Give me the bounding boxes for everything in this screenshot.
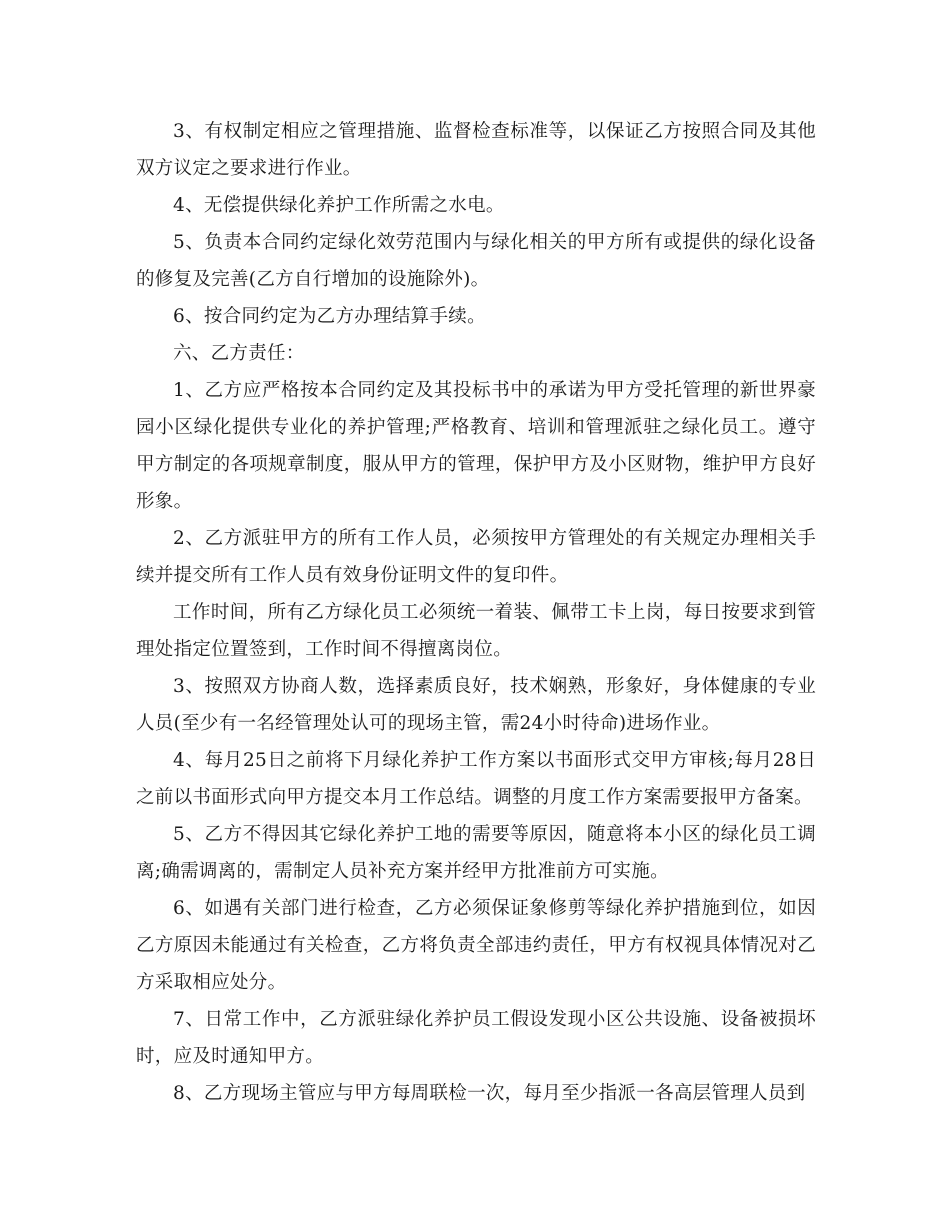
paragraph-item-3-rights: 3、有权制定相应之管理措施、监督检查标准等，以保证乙方按照合同及其他双方议定之要求进行作业。 [136, 121, 816, 179]
paragraph-b-item-6: 6、如遇有关部门进行检查，乙方必须保证象修剪等绿化养护措施到位，如因乙方原因未能通过有关检查，乙方将负责全部违约责任，甲方有权视具体情况对乙方采取相应处分。 [136, 898, 816, 993]
paragraph-b-item-8: 8、乙方现场主管应与甲方每周联检一次，每月至少指派一各高层管理人员到 [173, 1083, 806, 1104]
paragraph-b-item-1: 1、乙方应严格按本合同约定及其投标书中的承诺为甲方受托管理的新世界豪园小区绿化提供专业化的养护管理;严格教育、培训和管理派驻之绿化员工。遵守甲方制定的各项规章制度，服从甲方的管理，保护甲方及小区财物，维护甲方良好形象。 [136, 380, 816, 512]
paragraph-working-hours: 工作时间，所有乙方绿化员工必须统一着装、佩带工卡上岗，每日按要求到管理处指定位置签到，工作时间不得擅离岗位。 [136, 602, 816, 660]
paragraph-item-4-utilities: 4、无偿提供绿化养护工作所需之水电。 [173, 195, 505, 216]
section-heading-party-b: 六、乙方责任： [173, 343, 305, 364]
paragraph-b-item-2: 2、乙方派驻甲方的所有工作人员，必须按甲方管理处的有关规定办理相关手续并提交所有工作人员有效身份证明文件的复印件。 [136, 528, 816, 586]
paragraph-b-item-3: 3、按照双方协商人数，选择素质良好，技术娴熟，形象好，身体健康的专业人员(至少有一名经管理处认可的现场主管，需24小时待命)进场作业。 [136, 676, 816, 734]
paragraph-b-item-4: 4、每月25日之前将下月绿化养护工作方案以书面形式交甲方审核;每月28日之前以书面形式向甲方提交本月工作总结。调整的月度工作方案需要报甲方备案。 [136, 750, 816, 808]
document-body [136, 113, 816, 1112]
paragraph-item-5-repairs: 5、负责本合同约定绿化效劳范围内与绿化相关的甲方所有或提供的绿化设备的修复及完善(乙方自行增加的设施除外)。 [136, 232, 816, 290]
paragraph-item-6-settlement: 6、按合同约定为乙方办理结算手续。 [173, 306, 486, 327]
paragraph-b-item-7: 7、日常工作中，乙方派驻绿化养护员工假设发现小区公共设施、设备被损坏时，应及时通知甲方。 [136, 1009, 816, 1067]
paragraph-b-item-5: 5、乙方不得因其它绿化养护工地的需要等原因，随意将本小区的绿化员工调离;确需调离的，需制定人员补充方案并经甲方批准前方可实施。 [136, 824, 816, 882]
